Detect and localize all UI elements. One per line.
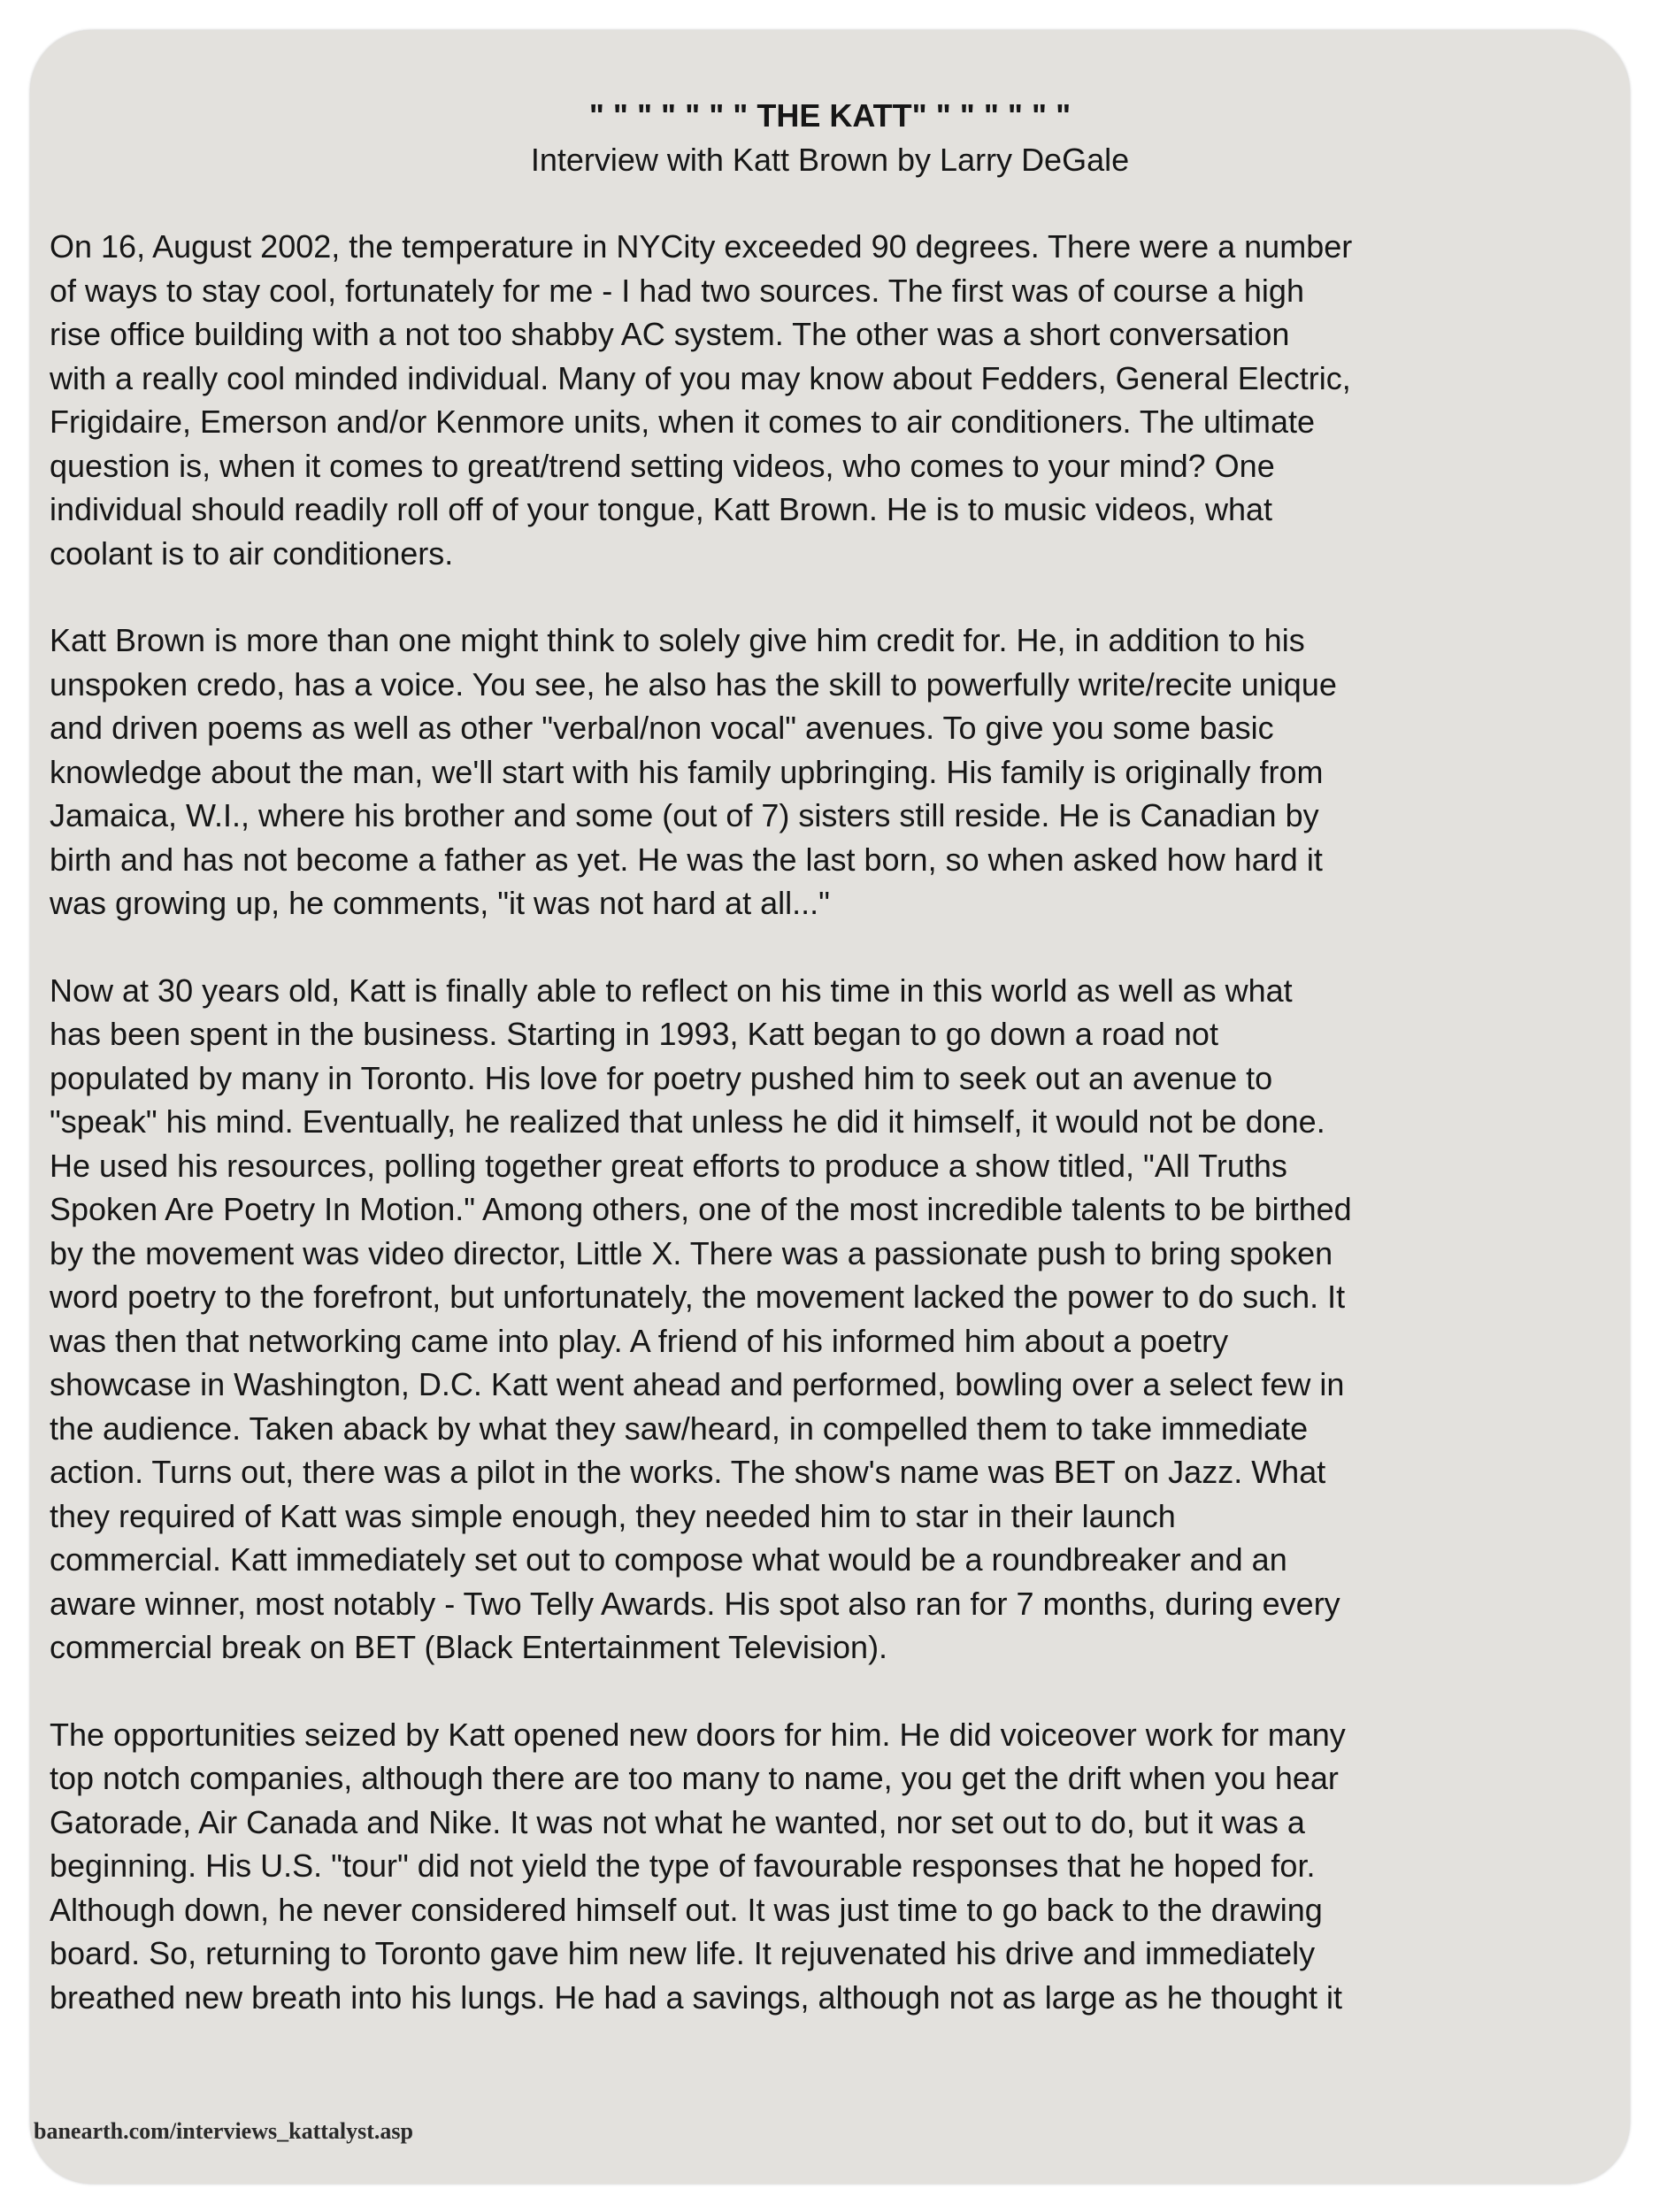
text-line: On 16, August 2002, the temperature in NYCity exceeded 90 degrees. There were a number	[50, 228, 1353, 265]
paragraph	[50, 225, 1629, 575]
text-line: showcase in Washington, D.C. Katt went ahead and performed, bowling over a select few in	[50, 1366, 1345, 1402]
text-line: was growing up, he comments, "it was not hard at all..."	[50, 885, 830, 921]
text-line: He used his resources, polling together great efforts to produce a show titled, "All Truths	[50, 1147, 1287, 1184]
page-subtitle: Interview with Katt Brown by Larry DeGale	[530, 142, 1130, 178]
text-line: Now at 30 years old, Katt is finally able to reflect on his time in this world as well as what	[50, 972, 1293, 1009]
text-line: they required of Katt was simple enough, they needed him to star in their launch	[50, 1497, 1176, 1534]
paragraph	[50, 618, 1629, 926]
paragraph	[50, 969, 1629, 1670]
text-line: aware winner, most notably - Two Telly Awards. His spot also ran for 7 months, during every	[50, 1585, 1340, 1622]
text-line: The opportunities seized by Katt opened new doors for him. He did voiceover work for many	[50, 1716, 1346, 1753]
text-line: word poetry to the forefront, but unfortunately, the movement lacked the power to do such. It	[50, 1279, 1346, 1315]
source-url: banearth.com/interviews_kattalyst.asp	[34, 2118, 413, 2144]
document-page	[30, 30, 1630, 2184]
text-line: Jamaica, W.I., where his brother and some (out of 7) sisters still reside. He is Canadian by	[50, 797, 1319, 833]
text-line: individual should readily roll off of your tongue, Katt Brown. He is to music videos, what	[50, 491, 1273, 527]
text-line: by the movement was video director, Little X. There was a passionate push to bring spoken	[50, 1234, 1333, 1271]
text-line: top notch companies, although there are too many to name, you get the drift when you hear	[50, 1760, 1339, 1796]
text-line: commercial break on BET (Black Entertainment Television).	[50, 1629, 888, 1665]
text-line: Frigidaire, Emerson and/or Kenmore units, when it comes to air conditioners. The ultimate	[50, 403, 1315, 440]
text-line: action. Turns out, there was a pilot in the works. The show's name was BET on Jazz. What	[50, 1454, 1326, 1490]
text-line: "speak" his mind. Eventually, he realized that unless he did it himself, it would not be done.	[50, 1103, 1325, 1140]
text-line: coolant is to air conditioners.	[50, 534, 454, 572]
text-line: Katt Brown is more than one might think to solely give him credit for. He, in addition to his	[50, 622, 1305, 658]
text-line: breathed new breath into his lungs. He had a savings, although not as large as he thought it	[50, 1978, 1342, 2016]
text-line: unspoken credo, has a voice. You see, he also has the skill to powerfully write/recite unique	[50, 665, 1337, 703]
text-line: has been spent in the business. Starting in 1993, Katt began to go down a road not	[50, 1016, 1218, 1052]
text-line: Gatorade, Air Canada and Nike. It was not what he wanted, nor set out to do, but it was a	[50, 1803, 1305, 1840]
header	[30, 94, 1630, 182]
text-line: commercial. Katt immediately set out to compose what would be a roundbreaker and an	[50, 1541, 1287, 1578]
article-body	[50, 225, 1629, 2062]
text-line: rise office building with a not too shabby AC system. The other was a short conversation	[50, 316, 1290, 352]
text-line: with a really cool minded individual. Many of you may know about Fedders, General Electric,	[50, 359, 1351, 396]
text-line: and driven poems as well as other "verbal/non vocal" avenues. To give you some basic	[50, 710, 1274, 746]
text-line: Although down, he never considered himself out. It was just time to go back to the drawing	[50, 1891, 1323, 1928]
paragraph	[50, 1713, 1629, 2020]
text-line: Spoken Are Poetry In Motion." Among others, one of the most incredible talents to be birthed	[50, 1191, 1352, 1227]
text-line: of ways to stay cool, fortunately for me - I had two sources. The first was of course a high	[50, 272, 1304, 309]
text-line: board. So, returning to Toronto gave him new life. It rejuvenated his drive and immediately	[50, 1935, 1316, 1971]
text-line: beginning. His U.S. "tour" did not yield the type of favourable responses that he hoped for.	[50, 1847, 1316, 1884]
text-line: the audience. Taken aback by what they saw/heard, in compelled them to take immediate	[50, 1409, 1309, 1447]
text-line: birth and has not become a father as yet. He was the last born, so when asked how hard it	[50, 841, 1323, 878]
text-line: populated by many in Toronto. His love for poetry pushed him to seek out an avenue to	[50, 1059, 1273, 1096]
text-line: knowledge about the man, we'll start with his family upbringing. His family is originally from	[50, 753, 1324, 790]
page-title: " " " " " " " THE KATT" " " " " " "	[588, 97, 1071, 134]
text-line: was then that networking came into play. A friend of his informed him about a poetry	[50, 1322, 1229, 1359]
text-line: question is, when it comes to great/trend setting videos, who comes to your mind? One	[50, 447, 1275, 484]
